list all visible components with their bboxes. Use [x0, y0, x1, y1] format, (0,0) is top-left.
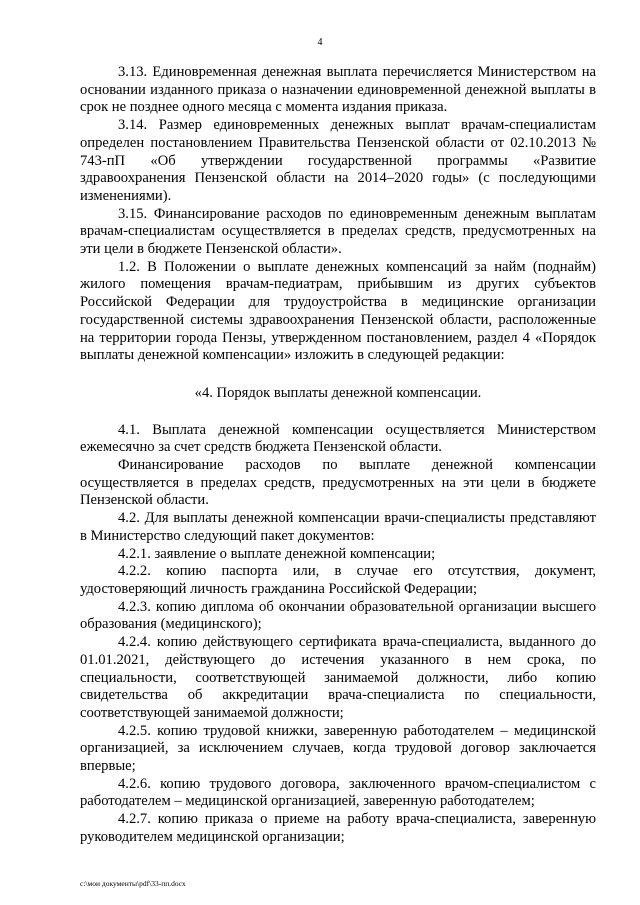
paragraph-4-1: 4.1. Выплата денежной компенсации осуществляется Министерством ежемесячно за счет средств бюджета Пензенской области. — [80, 421, 596, 456]
paragraph-4-2-1: 4.2.1. заявление о выплате денежной компенсации; — [118, 545, 436, 562]
paragraph-1-2: 1.2. В Положении о выплате денежных компенсаций за найм (поднайм) жилого помещения врачам-педиатрам, прибывшим из других субъектов Российской Федерации для трудоустройства в медицинские организации государственной системы здравоохранения Пензенской области, расположенные на территории города Пензы, утвержденном постановлением, раздел 4 «Порядок выплаты денежной компенсации» изложить в следующей редакции: — [80, 258, 596, 364]
paragraph-4-2-5: 4.2.5. копию трудовой книжки, заверенную работодателем – медицинской организацией, за исключением случаев, когда трудовой договор заключается впервые; — [80, 722, 596, 775]
footer-file-path: c:\мои документы\pdf\33-пп.docx — [80, 879, 186, 888]
paragraph-3-15: 3.15. Финансирование расходов по единовременным денежным выплатам врачам-специалистам осуществляется в пределах средств, предусмотренных на эти цели в бюджете Пензенской области». — [80, 205, 596, 258]
paragraph-4-2-4: 4.2.4. копию действующего сертификата врача-специалиста, выданного до 01.01.2021, действующего до истечения указанного в нем срока, по специальности, соответствующей занимаемой должности, либо копию свидетельства об аккредитации врача-специалиста по специальности, соответствующей занимаемой должности; — [80, 634, 596, 721]
paragraph-4-2: 4.2. Для выплаты денежной компенсации врачи-специалисты представляют в Министерство следующий пакет документов: — [80, 510, 596, 544]
paragraph-3-14: 3.14. Размер единовременных денежных выплат врачам-специалистам определен постановлением Правительства Пензенской области от 02.10.2013 № 743-пП «Об утверждении государственной программы «Развитие здравоохранения Пензенской области на 2014–2020 годы» (с последующими изменениями). — [80, 117, 596, 204]
paragraph-4-2-2: 4.2.2. копию паспорта или, в случае его отсутствия, документ, удостоверяющий личность гражданина Российской Федерации; — [80, 563, 596, 597]
paragraph-3-13: 3.13. Единовременная денежная выплата перечисляется Министерством на основании изданного приказа о назначении единовременной денежной выплаты в срок не позднее одного месяца с момента издания приказа. — [80, 64, 596, 116]
section-title: «4. Порядок выплаты денежной компенсации. — [194, 384, 482, 401]
paragraph-financing: Финансирование расходов по выплате денежной компенсации осуществляется в пределах средств, предусмотренных на эти цели в бюджете Пензенской области. — [80, 457, 596, 509]
paragraph-4-2-6: 4.2.6. копию трудового договора, заключенного врачом-специалистом с работодателем – медицинской организацией, заверенную работодателем; — [80, 775, 596, 810]
document-body — [80, 64, 596, 847]
page-number: 4 — [317, 37, 323, 48]
paragraph-4-2-7: 4.2.7. копию приказа о приеме на работу врача-специалиста, заверенную руководителем медицинской организации; — [80, 811, 596, 845]
paragraph-4-2-3: 4.2.3. копию диплома об окончании образовательной организации высшего образования (медицинского); — [80, 598, 596, 633]
